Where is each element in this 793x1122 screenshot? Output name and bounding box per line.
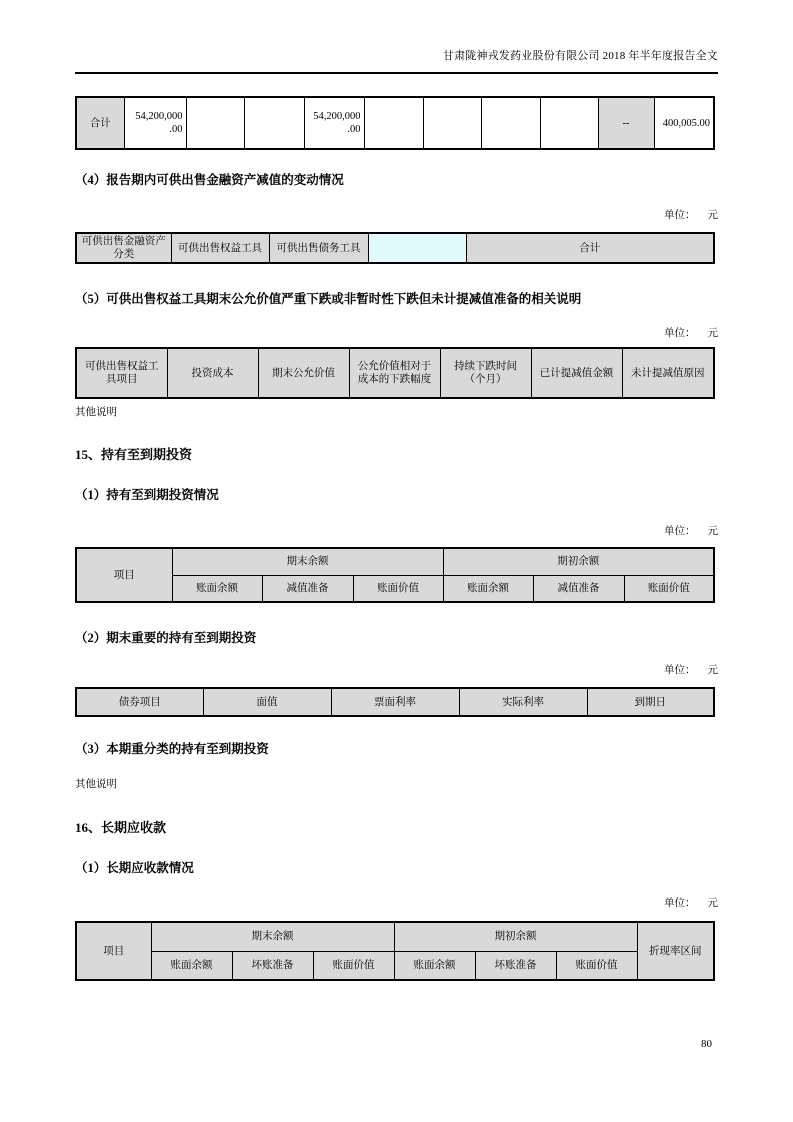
col-header: 账面余额 <box>172 575 262 602</box>
section-5-heading: （5）可供出售权益工具期末公允价值严重下跌或非暂时性下跌但未计提减值准备的相关说明 <box>75 292 582 306</box>
col-header: 账面价值 <box>624 575 714 602</box>
unit-value: 元 <box>707 328 718 339</box>
section-15-1-heading: （1）持有至到期投资情况 <box>75 488 219 502</box>
group-header: 期初余额 <box>443 548 714 575</box>
amount-cell <box>124 97 186 149</box>
col-header: 实际利率 <box>459 688 587 716</box>
unit-label: 单位： <box>664 526 696 537</box>
group-header: 期末余额 <box>151 922 394 951</box>
table-subheader-row <box>76 951 714 980</box>
table-group-header-row <box>76 922 714 951</box>
unit-value: 元 <box>707 210 718 221</box>
report-title: 甘肃陇神戎发药业股份有限公司 2018 年半年度报告全文 <box>442 50 718 62</box>
amount-line: .00 <box>347 124 361 135</box>
table-subheader-row <box>76 575 714 602</box>
empty-cell <box>540 97 598 149</box>
col-header: 持续下跌时间（个月） <box>440 348 531 398</box>
col-header: 债券项目 <box>76 688 203 716</box>
highlighted-empty-cell <box>368 233 466 263</box>
bond-table <box>75 687 715 717</box>
page-header <box>75 0 718 74</box>
col-header: 到期日 <box>587 688 714 716</box>
col-header: 投资成本 <box>167 348 258 398</box>
table-group-header-row <box>76 548 714 575</box>
amount-cell <box>304 97 364 149</box>
amount-line: .00 <box>169 124 183 135</box>
empty-cell <box>481 97 540 149</box>
dash-cell: -- <box>598 97 654 149</box>
unit-note <box>75 327 718 341</box>
amount-line: 54,200,000 <box>135 111 183 122</box>
section-16-heading: 16、长期应收款 <box>75 820 167 835</box>
table-header-row <box>76 688 714 716</box>
section-15-2-heading: （2）期末重要的持有至到期投资 <box>75 631 257 645</box>
col-header: 已计提减值金额 <box>531 348 622 398</box>
empty-cell <box>364 97 423 149</box>
afs-equity-table <box>75 347 715 399</box>
empty-cell <box>423 97 481 149</box>
unit-label: 单位： <box>664 898 696 909</box>
col-header: 合计 <box>466 233 714 263</box>
unit-value: 元 <box>707 898 718 909</box>
unit-note <box>75 525 718 539</box>
total-row-label: 合计 <box>76 97 124 149</box>
col-header: 账面价值 <box>353 575 443 602</box>
unit-value: 元 <box>707 526 718 537</box>
amount-line: 54,200,000 <box>313 111 361 122</box>
col-header: 账面余额 <box>443 575 533 602</box>
col-header: 期末公允价值 <box>258 348 349 398</box>
long-term-receivable-table <box>75 921 715 981</box>
table-header-row <box>76 233 714 263</box>
col-header: 票面利率 <box>331 688 459 716</box>
col-header: 账面余额 <box>394 951 475 980</box>
unit-note <box>75 664 718 678</box>
other-note: 其他说明 <box>75 407 117 418</box>
col-header: 坏账准备 <box>232 951 313 980</box>
col-header: 账面价值 <box>556 951 637 980</box>
col-header: 可供出售权益工具项目 <box>76 348 167 398</box>
corner-header: 项目 <box>76 548 172 602</box>
group-header: 期初余额 <box>394 922 637 951</box>
empty-cell <box>244 97 304 149</box>
section-4-heading: （4）报告期内可供出售金融资产减值的变动情况 <box>75 173 344 187</box>
summary-total-table <box>75 96 715 150</box>
unit-note <box>75 209 718 223</box>
unit-note <box>75 897 718 911</box>
group-header: 期末余额 <box>172 548 443 575</box>
section-16-1-heading: （1）长期应收款情况 <box>75 861 194 875</box>
discount-rate-header: 折现率区间 <box>637 922 714 980</box>
corner-header: 项目 <box>76 922 151 980</box>
table-row <box>76 97 714 149</box>
empty-cell <box>186 97 244 149</box>
col-header: 未计提减值原因 <box>622 348 714 398</box>
col-header: 可供出售金融资产分类 <box>76 233 171 263</box>
table-header-row <box>76 348 714 398</box>
total-amount-cell: 400,005.00 <box>654 97 714 149</box>
col-header: 账面余额 <box>151 951 232 980</box>
unit-label: 单位： <box>664 328 696 339</box>
col-header: 面值 <box>203 688 331 716</box>
col-header: 可供出售权益工具 <box>171 233 269 263</box>
col-header: 账面价值 <box>313 951 394 980</box>
unit-label: 单位： <box>664 665 696 676</box>
col-header: 公允价值相对于成本的下跌幅度 <box>349 348 440 398</box>
section-15-heading: 15、持有至到期投资 <box>75 447 193 462</box>
col-header: 减值准备 <box>533 575 624 602</box>
unit-label: 单位： <box>664 210 696 221</box>
unit-value: 元 <box>707 665 718 676</box>
other-note: 其他说明 <box>75 779 117 790</box>
section-15-3-heading: （3）本期重分类的持有至到期投资 <box>75 742 269 756</box>
page-number: 80 <box>701 1038 712 1050</box>
afs-classification-table <box>75 232 715 264</box>
col-header: 减值准备 <box>262 575 353 602</box>
held-to-maturity-table <box>75 547 715 603</box>
col-header: 可供出售债务工具 <box>269 233 368 263</box>
col-header: 坏账准备 <box>475 951 556 980</box>
